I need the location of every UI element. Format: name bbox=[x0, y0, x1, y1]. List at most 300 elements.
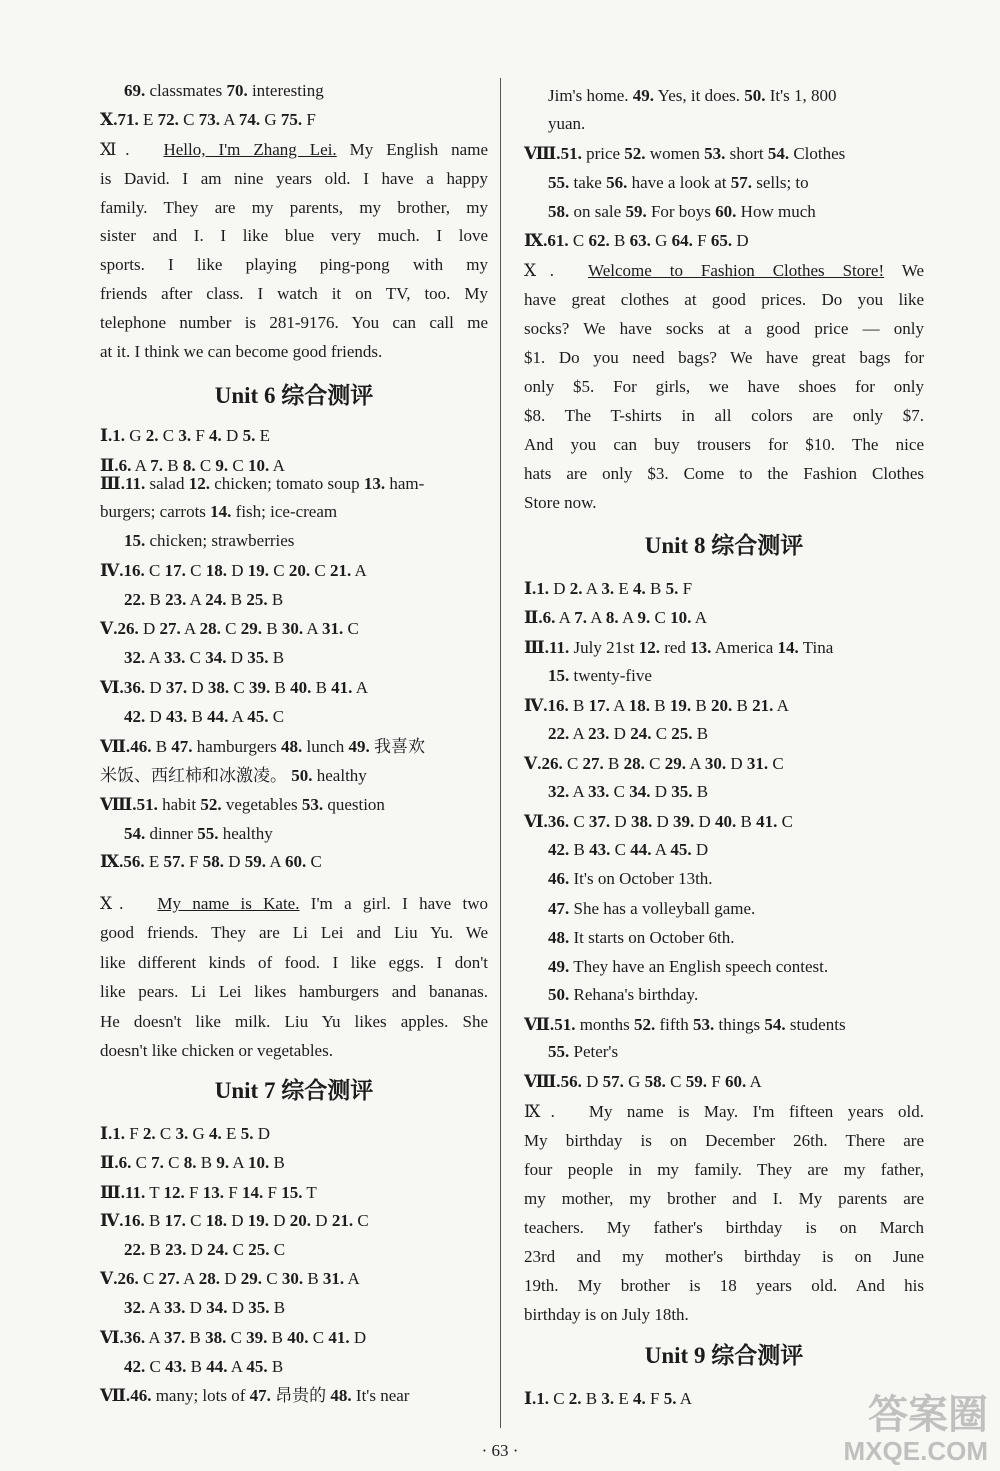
answer-line bbox=[548, 838, 708, 862]
answer-text: F bbox=[706, 1072, 725, 1091]
answer-text: C bbox=[158, 426, 179, 445]
question-number: 60. bbox=[284, 852, 307, 871]
question-number: 1. bbox=[112, 1124, 125, 1143]
answer-text: A bbox=[145, 1298, 165, 1317]
question-number: 27. bbox=[158, 1269, 180, 1288]
section-numeral: Ⅵ. bbox=[524, 812, 548, 831]
answer-line bbox=[124, 1296, 285, 1320]
question-number: 48. bbox=[548, 928, 570, 947]
question-number: 5. bbox=[665, 579, 679, 598]
question-number: 18. bbox=[628, 696, 651, 715]
answer-text: sells; to bbox=[751, 173, 809, 192]
answer-text: C bbox=[178, 110, 199, 129]
answer-line bbox=[124, 705, 284, 729]
answer-text: D bbox=[145, 707, 167, 726]
answer-line bbox=[124, 822, 273, 846]
answer-text: D bbox=[694, 812, 715, 831]
essay-first-line bbox=[100, 892, 488, 916]
question-number: 23. bbox=[165, 590, 187, 609]
question-number: 25. bbox=[671, 724, 693, 743]
answer-text: F bbox=[645, 1389, 664, 1408]
answer-line bbox=[100, 1384, 409, 1408]
essay-line: telephone number is 281-9176. You can call me bbox=[100, 312, 488, 332]
answer-line bbox=[100, 676, 368, 700]
answer-text: Tina bbox=[798, 638, 834, 657]
answer-text: C bbox=[144, 561, 165, 580]
question-number: 48. bbox=[330, 1386, 352, 1405]
section-numeral: Ⅲ. bbox=[100, 474, 125, 493]
answer-line bbox=[548, 926, 735, 950]
answer-text: B bbox=[151, 737, 172, 756]
section-numeral: Ⅴ. bbox=[100, 619, 118, 638]
answer-text: D bbox=[269, 1211, 290, 1230]
question-number: 54. bbox=[764, 1015, 786, 1034]
question-number: 24. bbox=[207, 1240, 229, 1259]
question-number: 47. bbox=[171, 737, 193, 756]
answer-text: Rehana's birthday. bbox=[569, 985, 699, 1004]
question-number: 9. bbox=[215, 456, 229, 475]
answer-text: F bbox=[692, 231, 711, 250]
essay-line: good friends. They are Li Lei and Liu Yu. We bbox=[100, 923, 488, 943]
answer-text: D bbox=[221, 426, 243, 445]
question-number: 30. bbox=[281, 1269, 304, 1288]
answer-text: She has a volleyball game. bbox=[569, 899, 756, 918]
answer-text: D bbox=[691, 840, 709, 859]
answer-text: A bbox=[685, 754, 705, 773]
answer-text: Clothes bbox=[789, 144, 846, 163]
answer-text: things bbox=[714, 1015, 765, 1034]
answer-line bbox=[524, 1070, 762, 1094]
question-number: 26. bbox=[541, 754, 563, 773]
essay-line: 23rd and my mother's birthday is on June bbox=[524, 1247, 924, 1266]
answer-text: C bbox=[131, 1153, 152, 1172]
question-number: 5. bbox=[242, 426, 256, 445]
answer-text: D bbox=[349, 1328, 367, 1347]
question-number: 21. bbox=[752, 696, 774, 715]
question-number: 25. bbox=[248, 1240, 270, 1259]
question-number: 42. bbox=[548, 840, 570, 859]
question-number: 29. bbox=[240, 619, 262, 638]
answer-text: D bbox=[253, 1124, 270, 1143]
question-number: 23. bbox=[588, 724, 610, 743]
answer-text: A bbox=[219, 110, 239, 129]
answer-text: A bbox=[586, 608, 606, 627]
question-number: 50. bbox=[744, 86, 766, 105]
question-number: 12. bbox=[638, 638, 660, 657]
answer-text: A bbox=[344, 1269, 360, 1288]
answer-text: B bbox=[186, 1357, 207, 1376]
answer-text: G bbox=[124, 426, 146, 445]
question-number: 15. bbox=[124, 531, 146, 550]
section-numeral: Ⅷ. bbox=[524, 144, 561, 163]
answer-text: G bbox=[650, 231, 672, 250]
question-number: 26. bbox=[117, 1269, 139, 1288]
question-number: 37. bbox=[588, 812, 611, 831]
answer-text: D bbox=[726, 754, 747, 773]
question-number: 8. bbox=[183, 1153, 197, 1172]
question-number: 10. bbox=[248, 1153, 270, 1172]
essay-line: hats are only $3. Come to the Fashion Clothes bbox=[524, 464, 924, 483]
answer-text: C bbox=[163, 1153, 184, 1172]
question-number: 58. bbox=[644, 1072, 666, 1091]
answer-text: F bbox=[263, 1183, 282, 1202]
question-number: 47. bbox=[249, 1386, 271, 1405]
question-number: 13. bbox=[363, 474, 386, 493]
column-divider bbox=[500, 78, 501, 1428]
answer-line bbox=[100, 1267, 360, 1291]
answer-line bbox=[548, 722, 708, 746]
essay-first-line bbox=[100, 138, 488, 162]
answer-text: F bbox=[302, 110, 316, 129]
question-number: 36. bbox=[123, 678, 146, 697]
essay-text: My English name bbox=[336, 140, 488, 159]
question-number: 44. bbox=[206, 1357, 228, 1376]
question-number: 26. bbox=[117, 619, 139, 638]
essay-line: sister and I. I like blue very much. I love bbox=[100, 226, 488, 246]
essay-line: four people in my family. They are my father, bbox=[524, 1160, 924, 1179]
question-number: 50. bbox=[548, 985, 570, 1004]
answer-text: C bbox=[651, 724, 672, 743]
answer-text: women bbox=[645, 144, 705, 163]
question-number: 73. bbox=[198, 110, 220, 129]
question-number: 64. bbox=[671, 231, 693, 250]
question-number: 46. bbox=[130, 737, 152, 756]
answer-line bbox=[524, 752, 784, 776]
answer-text: A bbox=[352, 678, 368, 697]
question-number: 53. bbox=[301, 795, 324, 814]
question-number: 4. bbox=[209, 426, 222, 445]
answer-line bbox=[100, 472, 424, 496]
answer-text: B bbox=[645, 579, 666, 598]
question-number: 3. bbox=[601, 579, 615, 598]
question-number: 46. bbox=[548, 869, 570, 888]
answer-text: vegetables bbox=[221, 795, 302, 814]
question-number: 50. bbox=[291, 766, 313, 785]
question-number: 51. bbox=[136, 795, 158, 814]
answer-text: 米饭、西红柿和冰激凌。 bbox=[100, 766, 292, 785]
question-number: 40. bbox=[290, 678, 312, 697]
question-number: 55. bbox=[197, 824, 219, 843]
question-number: 56. bbox=[606, 173, 628, 192]
question-number: 16. bbox=[547, 696, 569, 715]
question-number: 19. bbox=[669, 696, 692, 715]
answer-text: lunch bbox=[302, 737, 349, 756]
section-numeral: Ⅵ. bbox=[100, 678, 124, 697]
question-number: 53. bbox=[704, 144, 726, 163]
answer-text: A bbox=[618, 608, 638, 627]
answer-text: E bbox=[614, 1389, 634, 1408]
answer-text: C bbox=[644, 754, 665, 773]
answer-text: It's 1, 800 bbox=[765, 86, 837, 105]
answer-text: D bbox=[227, 1298, 249, 1317]
answer-text: D bbox=[226, 648, 248, 667]
question-number: 45. bbox=[670, 840, 692, 859]
section-numeral: Ⅱ. bbox=[100, 456, 119, 475]
essay-line: birthday is on July 18th. bbox=[524, 1305, 689, 1324]
answer-line bbox=[100, 1151, 285, 1175]
answer-text: C bbox=[269, 561, 289, 580]
answer-text: hamburgers bbox=[192, 737, 281, 756]
essay-line: Store now. bbox=[524, 493, 597, 512]
answer-text: B bbox=[267, 1357, 284, 1376]
answer-text: burgers; carrots bbox=[100, 502, 211, 521]
question-number: 2. bbox=[569, 579, 583, 598]
question-number: 34. bbox=[629, 782, 651, 801]
answer-text: months bbox=[575, 1015, 634, 1034]
answer-text: A bbox=[227, 1357, 247, 1376]
question-number: 35. bbox=[671, 782, 693, 801]
question-number: 37. bbox=[163, 1328, 186, 1347]
section-numeral: Ⅶ. bbox=[100, 1386, 131, 1405]
question-number: 16. bbox=[123, 1211, 145, 1230]
answer-text: A bbox=[609, 696, 629, 715]
answer-line bbox=[100, 793, 385, 817]
answer-text: F bbox=[124, 1124, 143, 1143]
answer-text: students bbox=[785, 1015, 846, 1034]
answer-text: F bbox=[184, 1183, 203, 1202]
question-number: 21. bbox=[329, 561, 352, 580]
question-number: 18. bbox=[205, 1211, 227, 1230]
answer-text: C bbox=[665, 1072, 686, 1091]
answer-text: C bbox=[609, 782, 630, 801]
question-number: 57. bbox=[602, 1072, 624, 1091]
question-number: 10. bbox=[248, 456, 270, 475]
answer-text: C bbox=[268, 707, 285, 726]
question-number: 39. bbox=[246, 1328, 268, 1347]
answer-text: A bbox=[266, 852, 285, 871]
answer-text: C bbox=[569, 812, 589, 831]
question-number: 11. bbox=[124, 1183, 146, 1202]
answer-text: short bbox=[725, 144, 768, 163]
answer-text: C bbox=[548, 1389, 569, 1408]
essay-line: doesn't like chicken or vegetables. bbox=[100, 1041, 333, 1060]
question-number: 43. bbox=[166, 707, 188, 726]
question-number: 22. bbox=[124, 590, 146, 609]
question-number: 10. bbox=[670, 608, 692, 627]
question-number: 25. bbox=[246, 590, 268, 609]
answer-text: D bbox=[224, 852, 245, 871]
question-number: 44. bbox=[207, 707, 229, 726]
question-number: 5. bbox=[663, 1389, 677, 1408]
question-number: 24. bbox=[205, 590, 227, 609]
answer-text: B bbox=[609, 231, 630, 250]
answer-line bbox=[124, 1355, 283, 1379]
section-numeral: Ⅳ. bbox=[524, 696, 548, 715]
answer-text: dinner bbox=[145, 824, 198, 843]
question-number: 59. bbox=[685, 1072, 707, 1091]
section-numeral: Ⅷ. bbox=[100, 795, 137, 814]
answer-text: B bbox=[268, 648, 285, 667]
question-number: 75. bbox=[280, 110, 303, 129]
answer-text: 我喜欢 bbox=[369, 737, 426, 756]
answer-line bbox=[100, 1326, 366, 1350]
answer-text: B bbox=[311, 678, 332, 697]
question-number: 40. bbox=[715, 812, 737, 831]
section-numeral: Ⅺ. bbox=[100, 140, 130, 159]
answer-text: A bbox=[186, 590, 206, 609]
question-number: 35. bbox=[248, 1298, 270, 1317]
answer-line bbox=[524, 1387, 692, 1411]
essay-line: $1. Do you need bags? We have great bags for bbox=[524, 348, 924, 367]
question-number: 65. bbox=[710, 231, 733, 250]
answer-line bbox=[548, 200, 816, 224]
answer-text: red bbox=[659, 638, 691, 657]
answer-text: B bbox=[145, 590, 166, 609]
section-numeral: Ⅵ. bbox=[100, 1328, 124, 1347]
essay-line: is David. I am nine years old. I have a happy bbox=[100, 168, 488, 188]
answer-text: A bbox=[691, 608, 707, 627]
page-number: · 63 · bbox=[481, 1441, 519, 1460]
essay-line: sports. I like playing ping-pong with my bbox=[100, 255, 488, 275]
answer-text: They have an English speech contest. bbox=[569, 957, 829, 976]
answer-text: C bbox=[155, 1124, 176, 1143]
section-numeral: Ⅱ. bbox=[100, 1153, 119, 1172]
section-numeral: Ⅹ. bbox=[100, 110, 118, 129]
answer-text: B bbox=[269, 1153, 285, 1172]
question-number: 44. bbox=[630, 840, 652, 859]
answer-text: D bbox=[186, 1240, 208, 1259]
answer-text: A bbox=[676, 1389, 693, 1408]
answer-text: A bbox=[131, 456, 151, 475]
section-numeral: Ⅴ. bbox=[100, 1269, 118, 1288]
answer-text: F bbox=[191, 426, 210, 445]
answer-text: question bbox=[323, 795, 385, 814]
question-number: 49. bbox=[348, 737, 370, 756]
question-number: 60. bbox=[715, 202, 737, 221]
section-numeral: Ⅸ. bbox=[524, 231, 548, 250]
essay-line: socks? We have socks at a good price — only bbox=[524, 319, 924, 338]
answer-text: C bbox=[226, 1328, 247, 1347]
answer-text: D bbox=[185, 1298, 207, 1317]
answer-text: yuan. bbox=[548, 114, 586, 133]
question-number: 15. bbox=[281, 1183, 303, 1202]
question-number: 70. bbox=[226, 81, 248, 100]
essay-title: Hello, I'm Zhang Lei. bbox=[163, 140, 337, 159]
question-number: 71. bbox=[117, 110, 139, 129]
essay-line: my mother, my brother and I. My parents are bbox=[524, 1189, 924, 1208]
question-number: 36. bbox=[547, 812, 570, 831]
answer-text: B bbox=[650, 696, 670, 715]
answer-text: T bbox=[302, 1183, 317, 1202]
section-numeral: Ⅶ. bbox=[524, 1015, 555, 1034]
question-number: 34. bbox=[206, 1298, 228, 1317]
answer-text: D bbox=[609, 724, 631, 743]
answer-text: D bbox=[732, 231, 749, 250]
answer-text: Jim's home. bbox=[548, 86, 633, 105]
answer-text: B bbox=[187, 707, 208, 726]
answer-line bbox=[524, 636, 833, 660]
page-number-value: 63 bbox=[491, 1441, 509, 1460]
answer-line bbox=[100, 617, 359, 641]
question-number: 56. bbox=[123, 852, 145, 871]
answer-text: many; lots of bbox=[151, 1386, 250, 1405]
essay-first-line bbox=[524, 259, 924, 283]
question-number: 3. bbox=[178, 426, 192, 445]
answer-text: C bbox=[777, 812, 793, 831]
answer-line bbox=[548, 955, 828, 979]
question-number: 42. bbox=[124, 1357, 146, 1376]
question-number: 60. bbox=[724, 1072, 747, 1091]
question-number: 29. bbox=[664, 754, 686, 773]
question-number: 55. bbox=[548, 1042, 570, 1061]
question-number: 30. bbox=[704, 754, 727, 773]
question-number: 15. bbox=[548, 666, 570, 685]
answer-text: classmates bbox=[145, 81, 227, 100]
question-number: 12. bbox=[188, 474, 210, 493]
answer-line bbox=[100, 424, 270, 448]
question-number: 6. bbox=[542, 608, 556, 627]
answer-text: C bbox=[306, 852, 322, 871]
unit-heading: Unit 8 综合测评 bbox=[644, 533, 804, 558]
question-number: 8. bbox=[182, 456, 196, 475]
question-number: 28. bbox=[623, 754, 645, 773]
question-number: 31. bbox=[746, 754, 769, 773]
question-number: 30. bbox=[281, 619, 304, 638]
answer-text: D bbox=[226, 561, 248, 580]
question-number: 3. bbox=[175, 1124, 189, 1143]
answer-text: fish; ice-cream bbox=[231, 502, 338, 521]
answer-text: C bbox=[610, 840, 631, 859]
question-number: 7. bbox=[151, 1153, 164, 1172]
question-number: 52. bbox=[634, 1015, 656, 1034]
question-number: 38. bbox=[207, 678, 230, 697]
question-number: 20. bbox=[710, 696, 733, 715]
answer-text: D bbox=[219, 1269, 241, 1288]
answer-text: B bbox=[303, 1269, 323, 1288]
answer-text: A bbox=[269, 456, 285, 475]
answer-text: B bbox=[145, 1240, 166, 1259]
question-number: 9. bbox=[637, 608, 651, 627]
answer-text: C bbox=[310, 561, 330, 580]
answer-line bbox=[524, 577, 692, 601]
answer-text: B bbox=[270, 678, 291, 697]
question-number: 33. bbox=[588, 782, 610, 801]
answer-text: D bbox=[548, 579, 570, 598]
answer-text: D bbox=[187, 678, 208, 697]
section-numeral: Ⅰ. bbox=[524, 579, 537, 598]
answer-line bbox=[524, 142, 845, 166]
answer-text: B bbox=[691, 696, 711, 715]
section-numeral: Ⅳ. bbox=[100, 1211, 124, 1230]
answer-text: C bbox=[650, 608, 671, 627]
question-number: 62. bbox=[588, 231, 610, 250]
question-number: 34. bbox=[205, 648, 227, 667]
answer-text: A bbox=[145, 648, 165, 667]
answer-text: B bbox=[692, 782, 709, 801]
question-number: 52. bbox=[200, 795, 222, 814]
answer-text: How much bbox=[736, 202, 816, 221]
answer-line bbox=[548, 983, 698, 1007]
answer-text: D bbox=[311, 1211, 332, 1230]
question-number: 11. bbox=[124, 474, 146, 493]
answer-text: F bbox=[224, 1183, 242, 1202]
answer-text: C bbox=[343, 619, 359, 638]
question-number: 1. bbox=[536, 1389, 549, 1408]
answer-line bbox=[124, 1238, 285, 1262]
answer-line bbox=[100, 108, 316, 132]
answer-text: G bbox=[623, 1072, 645, 1091]
question-number: 57. bbox=[730, 173, 752, 192]
answer-line bbox=[100, 1181, 317, 1205]
question-number: 17. bbox=[164, 561, 186, 580]
question-number: 14. bbox=[777, 638, 799, 657]
answer-text: B bbox=[603, 754, 624, 773]
answer-line bbox=[100, 1209, 369, 1233]
watermark bbox=[844, 1393, 988, 1465]
answer-line bbox=[524, 606, 707, 630]
answer-text: C bbox=[228, 456, 249, 475]
answer-text: Yes, it does. bbox=[654, 86, 745, 105]
